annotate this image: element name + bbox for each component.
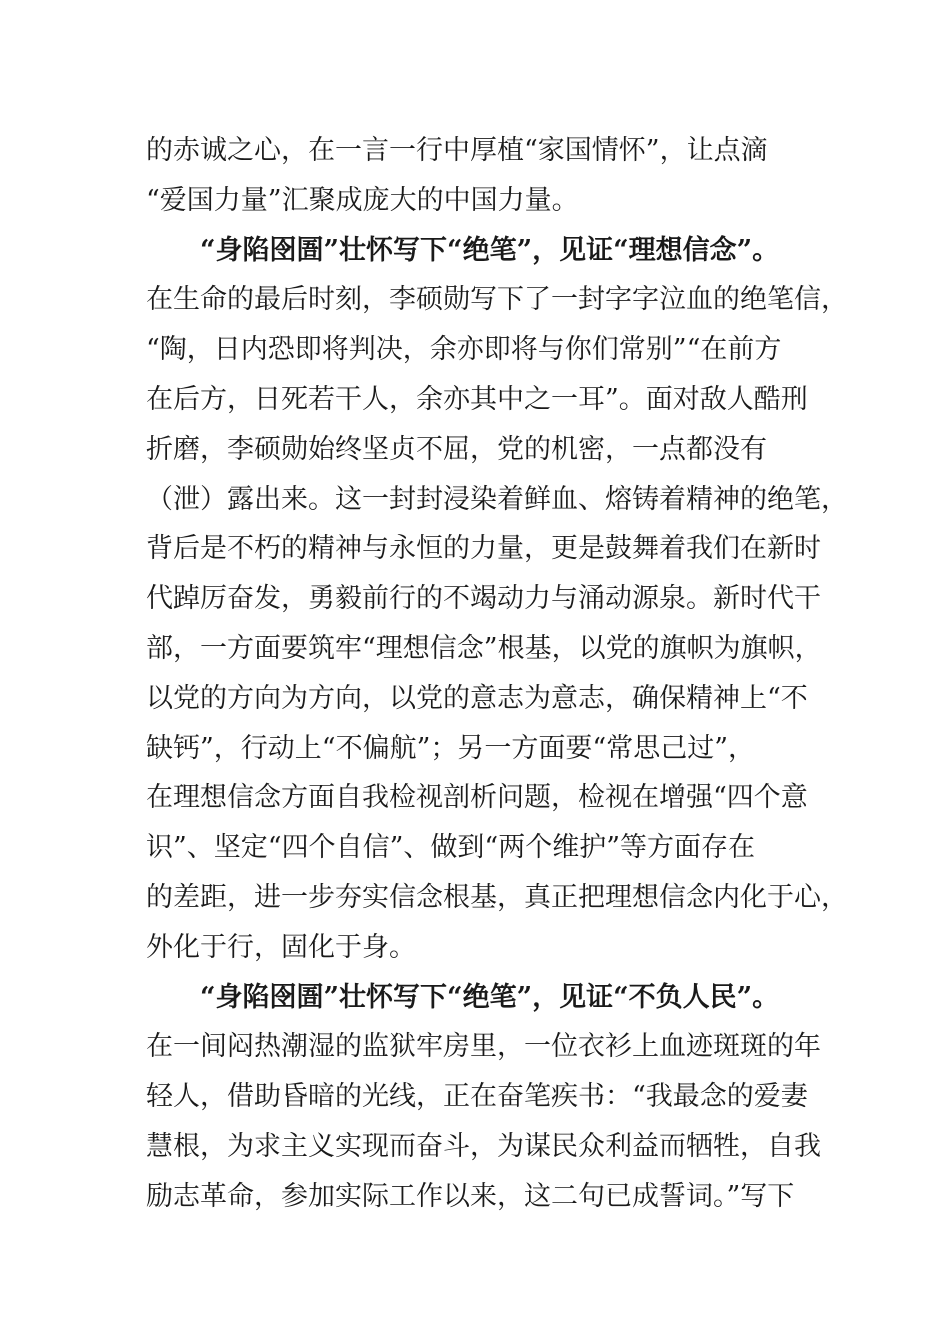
text-line: 折磨，李硕勋始终坚贞不屈，党的机密，一点都没有 [146, 433, 767, 465]
text-line: 励志革命，参加实际工作以来，这二句已成誓词。”写下 [146, 1180, 795, 1212]
text-line: 的赤诚之心，在一言一行中厚植“家国情怀”，让点滴 [146, 135, 768, 166]
text-line: 在后方，日死若干人，余亦其中之一耳”。面对敌人酷刑 [146, 383, 808, 415]
text-line: 在生命的最后时刻，李硕勋写下了一封字字泣血的绝笔信， [146, 284, 848, 316]
text-line: 外化于行，固化于身。 [146, 931, 416, 963]
text-line: 背后是不朽的精神与永恒的力量，更是鼓舞着我们在新时 [146, 533, 821, 565]
text-line: 在一间闷热潮湿的监狱牢房里，一位衣衫上血迹斑斑的年 [146, 1031, 821, 1063]
text-line: 慧根，为求主义实现而奋斗，为谋民众利益而牺牲，自我 [146, 1130, 821, 1162]
text-line: 缺钙”，行动上“不偏航”；另一方面要“常思己过”， [146, 732, 756, 764]
section-heading-ideals: “身陷囹圄”壮怀写下“绝笔”，见证“理想信念”。 [200, 234, 780, 266]
text-line: “爱国力量”汇聚成庞大的中国力量。 [146, 184, 579, 216]
text-line: 轻人，借助昏暗的光线，正在奋笔疾书：“我最念的爱妻 [146, 1081, 808, 1113]
text-line: 代踔厉奋发，勇毅前行的不竭动力与涌动源泉。新时代干 [146, 583, 821, 615]
section-heading-people: “身陷囹圄”壮怀写下“绝笔”，见证“不负人民”。 [200, 981, 780, 1013]
text-line: 部，一方面要筑牢“理想信念”根基，以党的旗帜为旗帜， [146, 632, 822, 664]
text-line: （泄）露出来。这一封封浸染着鲜血、熔铸着精神的绝笔， [146, 483, 848, 515]
text-line: 以党的方向为方向，以党的意志为意志，确保精神上“不 [146, 682, 808, 714]
text-line: 识”、坚定“四个自信”、做到“两个维护”等方面存在 [146, 832, 756, 864]
text-line: 在理想信念方面自我检视剖析问题，检视在增强“四个意 [146, 782, 808, 814]
document-body [146, 126, 848, 1222]
text-line: “陶，日内恐即将判决，余亦即将与你们常别”“在前方 [146, 334, 782, 366]
text-line: 的差距，进一步夯实信念根基，真正把理想信念内化于心， [146, 881, 848, 913]
